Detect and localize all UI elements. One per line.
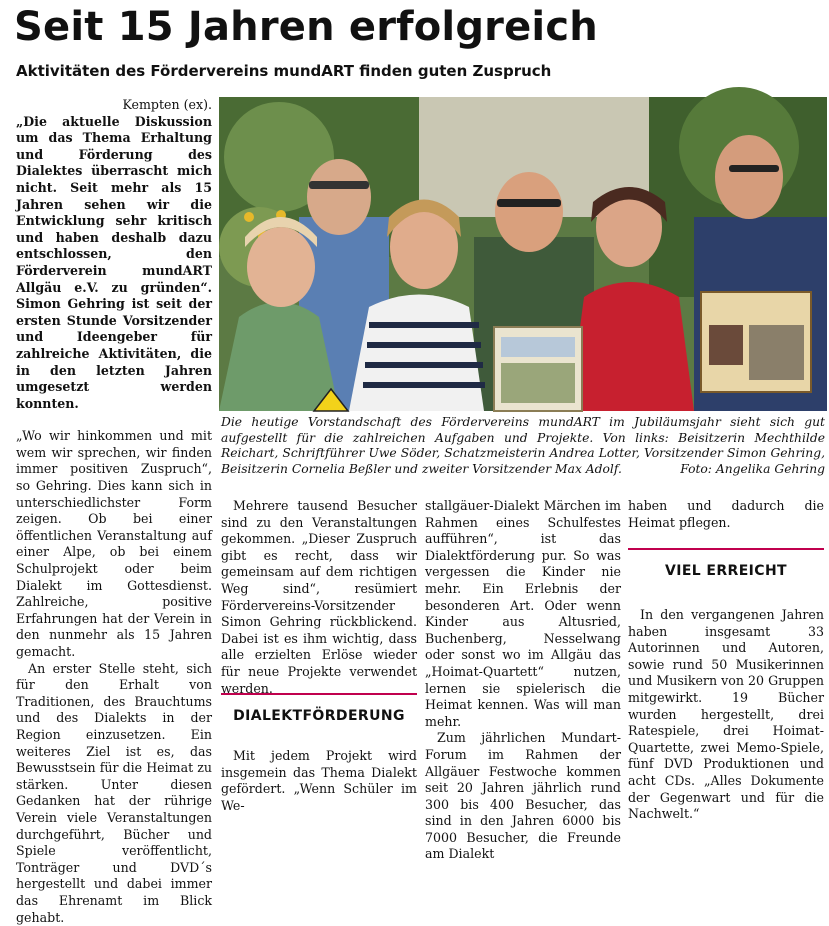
caption-text: Die heutige Vorstandschaft des Fördervereins mundART im Jubiläumsjahr sieht sich gut aufgestellt für die zahlreichen Aufgaben und Projekte. Von links: Beisitzerin Mechthilde Reichart, Schriftführer Uwe Söder, Schatzmeisterin Andrea Lotter, Vorsitzender Simon Gehring, Beisitzerin Cornelia Beßler und zweiter Vorsitzender Max Adolf. [221, 415, 825, 476]
group-photo-illustration [219, 97, 827, 411]
lead-paragraph [16, 114, 212, 413]
column-2-paragraph-1: Mehrere tausend Besucher sind zu den Veranstaltungen gekommen. „Dieser Zuspruch gibt es recht, dass wir gemeinsam auf dem richtigen Weg sind“, resümiert Fördervereins-Vorsitzender Simon Gehring rückblickend. Dabei ist es ihm wichtig, dass alle erzielten Erlöse wieder für neue Projekte verwendet werden. [221, 498, 417, 696]
column-3 [425, 498, 621, 862]
column-2-paragraph-2: Mit jedem Projekt wird insgemein das Thema Dialekt gefördert. „Wenn Schüler im We- [221, 748, 417, 813]
headline: Seit 15 Jahren erfolgreich [14, 4, 598, 50]
lead-text: „Die aktuelle Diskussion um das Thema Erhaltung und Förderung des Dialektes überrascht mich nicht. Seit mehr als 15 Jahren sehen wir die Entwicklung sehr kritisch und haben deshalb dazu entschlossen, den Förderverein mundART Allgäu e.V. zu gründen“. Simon Gehring ist seit der ersten Stunde Vorsitzender und Ideengeber für zahlreiche Aktivitäten, die in den letzten Jahren umgesetzt werden konnten. [16, 113, 212, 411]
column-1 [16, 97, 212, 925]
photo-credit: Foto: Angelika Gehring [680, 461, 825, 476]
group-photo [219, 97, 827, 411]
subheadline: Aktivitäten des Fördervereins mundART finden guten Zuspruch [16, 62, 552, 80]
dateline: Kempten (ex). [122, 97, 212, 112]
column-3-paragraph-1: stallgäuer-Dialekt Märchen im Rahmen eines Schulfestes aufführen“, ist das Dialektförderung pur. So was vergessen die Kinder nie mehr. Ein Erlebnis der besonderen Art. Oder wenn Kinder aus Altusried, Buchenberg, Nesselwang oder sonst wo im Allgäu das „Hoimat-Quartett“ nutzen, lernen sie spielerisch die Heimat kennen. Was will man mehr. [425, 498, 621, 729]
photo-caption [221, 415, 825, 477]
column-4-lower [628, 607, 824, 822]
subheading-viel-erreicht: VIEL ERREICHT [628, 548, 824, 579]
column-4-paragraph-2: In den vergangenen Jahren haben insgesamt 33 Autorinnen und Autoren, sowie rund 50 Musikerinnen und Musikern von 20 Gruppen mitgewirkt. 19 Bücher wurden hergestellt, drei Ratespiele, drei Hoimat-Quartette, zwei Memo-Spiele, fünf DVD Produktionen und acht CDs. „Alles Dokumente der Gegenwart und für die Nachwelt.“ [628, 607, 824, 822]
column-3-paragraph-2: Zum jährlichen Mundart-Forum im Rahmen der Allgäuer Festwoche kommen seit 20 Jahren jährlich rund 300 bis 400 Besucher, das sind in den Jahren 6000 bis 7000 Besucher, die Freunde am Dialekt [425, 730, 621, 862]
column-1-paragraph-1: „Wo wir hinkommen und mit wem wir sprechen, wir finden immer positiven Zuspruch“, so Gehring. Dies kann sich in unterschiedlichster Form zeigen. Ob bei einer öffentlichen Veranstaltung auf einer Alpe, ob bei einem Schulprojekt oder beim Dialekt im Gottesdienst. Zahlreiche, positive Erfahrungen hat der Verein in den nunmehr als 15 Jahren gemacht. [16, 428, 212, 659]
column-1-paragraph-2: An erster Stelle steht, sich für den Erhalt von Traditionen, des Brauchtums und des Dialekts in der Region einzusetzen. Ein weiteres Ziel ist es, das Bewusstsein für die Heimat zu stärken. Unter diesen Gedanken hat der rührige Verein viele Veranstaltungen durchgeführt, Bücher und Spiele veröffentlicht, Tonträger und DVD´s hergestellt und dabei immer das Ehrenamt im Blick gehabt. [16, 660, 212, 925]
column-2-lower [221, 748, 417, 813]
subheading-dialektfoerderung: DIALEKTFÖRDERUNG [221, 693, 417, 724]
column-4-paragraph-1: haben und dadurch die Heimat pflegen. [628, 498, 824, 530]
